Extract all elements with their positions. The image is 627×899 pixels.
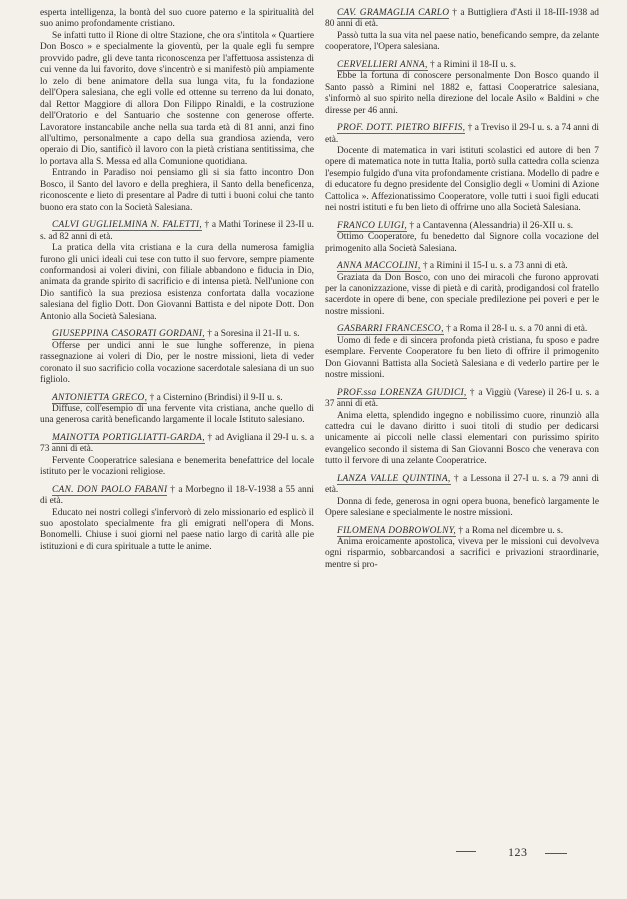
obituary-entry	[325, 123, 599, 215]
entry-place: † a Rimini il 15-I u. s. a 73 anni di età.	[422, 261, 568, 272]
intro-paragraph: Se infatti tutto il Rione di oltre Stazione, che ora s'intitola « Quartiere Don Bosco » e specialmente la gioventù, per la quale egli fu sempre provvido padre, gli deve tanta riconoscenza per l'affettuosa assistenza di cui venne da lui favorito, dove s'incentrò e si manifestò più ampiamente lo zelo di bene animatore della sua lunga vita, fu la fondazione dell'Opera salesiana, che egli volle ed ottenne su terreno da lui donato, dal Rettor Maggiore di allora Don Filippo Rinaldi, e la costruzione dell'Oratorio e del Santuario che sostenne con generose offerte. Lavoratore instancabile anche nella sua tarda età di 81 anni, anzi fino all'ultimo, personalmente a capo della sua grandiosa azienda, vero operaio di Dio, santificò il lavoro con la pietà cristiana sentitissima, che lo portava alla S. Messa ed alla Comunione quotidiana.	[40, 30, 314, 167]
entry-body: Fervente Cooperatrice salesiana e benemerita benefattrice del locale istituto per le vocazioni religiose.	[40, 455, 314, 478]
entry-body: Uomo di fede e di sincera profonda pietà cristiana, fu sposo e padre esemplare. Fervente Cooperatore fu ben lieto di offrire il primogenito Don Giovanni Battista alla Società Salesiana e di vederlo partire per le nostre missioni.	[325, 335, 599, 381]
entry-name: FRANCO LUIGI,	[337, 220, 408, 231]
obituary-entry	[325, 221, 599, 255]
entry-place: † a Lessona il 27-I u. s. a 79 anni di età.	[325, 473, 599, 496]
obituary-entry	[40, 329, 314, 386]
page-number: 123	[508, 845, 528, 859]
entry-body: Educato nei nostri collegi s'infervorò di zelo missionario ed esplicò il suo apostolato specialmente fra gli emigrati nell'opera di Mons. Bonomelli. Chiuse i suoi giorni nel paese natio largo di carità alle pie istituzioni e di cura spirituale a tutte le anime.	[40, 507, 314, 552]
intro-paragraph: Entrando in Paradiso noi pensiamo gli si sia fatto incontro Don Bosco, il Santo del lavoro e della preghiera, il Santo della beneficenza, riconoscente e lieto di presentare al Padre di tutti i buoni colui che tanto buono era stato con la Società Salesiana.	[40, 168, 314, 213]
entry-body: Anima eroicamente apostolica, viveva per le missioni cui devolveva ogni risparmio, sobbarcandosi a sacrifici e privazioni straordinarie, mentre si pro-	[325, 537, 599, 570]
obituary-entry	[40, 485, 314, 554]
entry-place: † a Cantavenna (Alessandria) il 26-XII u. s.	[409, 220, 574, 231]
entry-place: † a Treviso il 29-I u. s. a 74 anni di età.	[325, 123, 599, 145]
obituary-entry	[325, 8, 599, 54]
entry-place: † a Roma nel dicembre u. s.	[458, 525, 564, 536]
entry-name: LANZA VALLE QUINTINA,	[337, 473, 451, 484]
entry-name: CAN. DON PAOLO FABANI	[52, 484, 168, 495]
right-column	[325, 8, 599, 571]
entry-place: † a Mathi Torinese il 23-II u. s. ad 82 anni di età.	[40, 220, 315, 242]
obituary-entry	[325, 474, 599, 520]
obituary-entry	[325, 388, 599, 468]
entry-name: GASBARRI FRANCESCO,	[337, 324, 444, 335]
entry-name: ANNA MACCOLINI,	[337, 261, 421, 272]
obituary-entry	[40, 393, 314, 427]
entry-body: Graziata da Don Bosco, con uno dei miracoli che furono approvati per la canonizzazione, visse di pietà e di carità, prodigandosi col fratello sacerdote in opere di bene, con speciale predilezione pei poveri e per le nostre missioni.	[325, 272, 599, 317]
entry-name: CERVELLIERI ANNA,	[337, 59, 428, 70]
intro-paragraph: esperta intelligenza, la bontà del suo cuore paterno e la spiritualità del suo animo profondamente cristiano.	[40, 8, 314, 30]
entry-body: Passò tutta la sua vita nel paese natio, beneficando sempre, da zelante cooperatore, l'Opera salesiana.	[325, 30, 599, 53]
entry-place: † a Roma il 28-I u. s. a 70 anni di età.	[446, 324, 588, 335]
entry-name: ANTONIETTA GRECO,	[52, 392, 148, 403]
left-column	[40, 8, 314, 553]
entry-body: Donna di fede, generosa in ogni opera buona, beneficò largamente le Opere salesiane e specialmente le nostre missioni.	[325, 496, 599, 519]
entry-name: GIUSEPPINA CASORATI GORDANI,	[52, 329, 205, 340]
obituary-entry	[325, 526, 599, 572]
entry-body: Anima eletta, splendido ingegno e nobilissimo cuore, rinunziò alla cattedra cui le davano diritto i suoi titoli di studio per dedicarsi unicamente ai piccoli nelle classi elementari con purissimo spirito evangelico secondo il sistema di San Giovanni Bosco che venerava con tutto il fervore di una zelante Cooperatrice.	[325, 410, 599, 467]
entry-body: La pratica della vita cristiana e la cura della numerosa famiglia furono gli unici ideali cui tese con tutto il suo fervore, sempre piamente conformandosi ai voleri divini, con filiale abbandono e fiducia in Dio, animata da grande spirito di sacrificio e di intensa pietà. Nell'unione con Dio santificò la sua preziosa esistenza confortata dalla vocazione salesiana del figlio Dott. Don Giovanni Battista e del nipote Dott. Don Antonio alla Società Salesiana.	[40, 243, 314, 322]
entry-body: Offerse per undici anni le sue lunghe sofferenze, in piena rassegnazione ai voleri di Dio, per le nostre missioni, lieta di veder coronato il suo sacrificio colla vocazione sacerdotale salesiana di un suo figliolo.	[40, 340, 314, 386]
entry-name: MAINOTTA PORTIGLIATTI-GARDA,	[52, 432, 205, 443]
footer-dash-left	[456, 851, 476, 852]
obituary-entry	[40, 433, 314, 479]
footer-dash-right	[545, 853, 567, 854]
entry-name: FILOMENA DOBROWOLNY,	[337, 525, 457, 536]
entry-name: CAV. GRAMAGLIA CARLO	[337, 8, 450, 18]
entry-body: Diffuse, coll'esempio di una fervente vita cristiana, anche quello di una generosa carità beneficando largamente il locale Istituto salesiano.	[40, 403, 314, 426]
entry-body: Ebbe la fortuna di conoscere personalmente Don Bosco quando il Santo passò a Rimini nel 1882 e, fattasi Cooperatrice salesiana, s'informò al suo spirito nella direzione del locale Asilo « Baldini » che diresse per 46 anni.	[325, 71, 599, 116]
entry-place: † a Rimini il 18-II u. s.	[430, 59, 516, 70]
entry-name: CALVI GUGLIELMINA N. FALETTI,	[52, 220, 202, 231]
entry-place: † a Morbegno il 18-V-1938 a 55 anni di età.	[40, 484, 315, 507]
obituary-entry	[325, 261, 599, 318]
obituary-entry	[40, 220, 314, 323]
entry-place: † a Soresina il 21-II u. s.	[207, 329, 300, 340]
obituary-entry	[325, 60, 599, 117]
entry-place: † ad Avigliana il 29-I u. s. a 73 anni di età.	[40, 432, 314, 455]
entry-name: PROF. DOTT. PIETRO BIFFIS,	[337, 123, 466, 134]
entry-place: † a Viggiù (Varese) il 26-I u. s. a 37 anni di età.	[325, 387, 599, 410]
entry-body: Ottimo Cooperatore, fu benedetto dal Signore colla vocazione del primogenito alla Società Salesiana.	[325, 232, 599, 254]
obituary-entry	[325, 324, 599, 381]
entry-place: † a Cisternino (Brindisi) il 9-II u. s.	[149, 392, 283, 403]
entry-place: † a Buttigliera d'Asti il 18-III-1938 ad 80 anni di età.	[325, 8, 599, 30]
entry-name: PROF.ssa LORENZA GIUDICI,	[337, 387, 467, 398]
entry-body: Docente di matematica in vari istituti scolastici ed autore di ben 7 opere di matematica note in tutta Italia, portò sulla cattedra colla scienza l'esempio fulgido d'una vita profondamente cristiana. Modello di padre e di educatore fu degno presidente del Consiglio degli « Uomini di Azione Cattolica ». Affezionatissimo Cooperatore, volle tutti i suoi figli educati nei nostri istituti e fu ben lieto di offrirne uno alla Società Salesiana.	[325, 145, 599, 214]
